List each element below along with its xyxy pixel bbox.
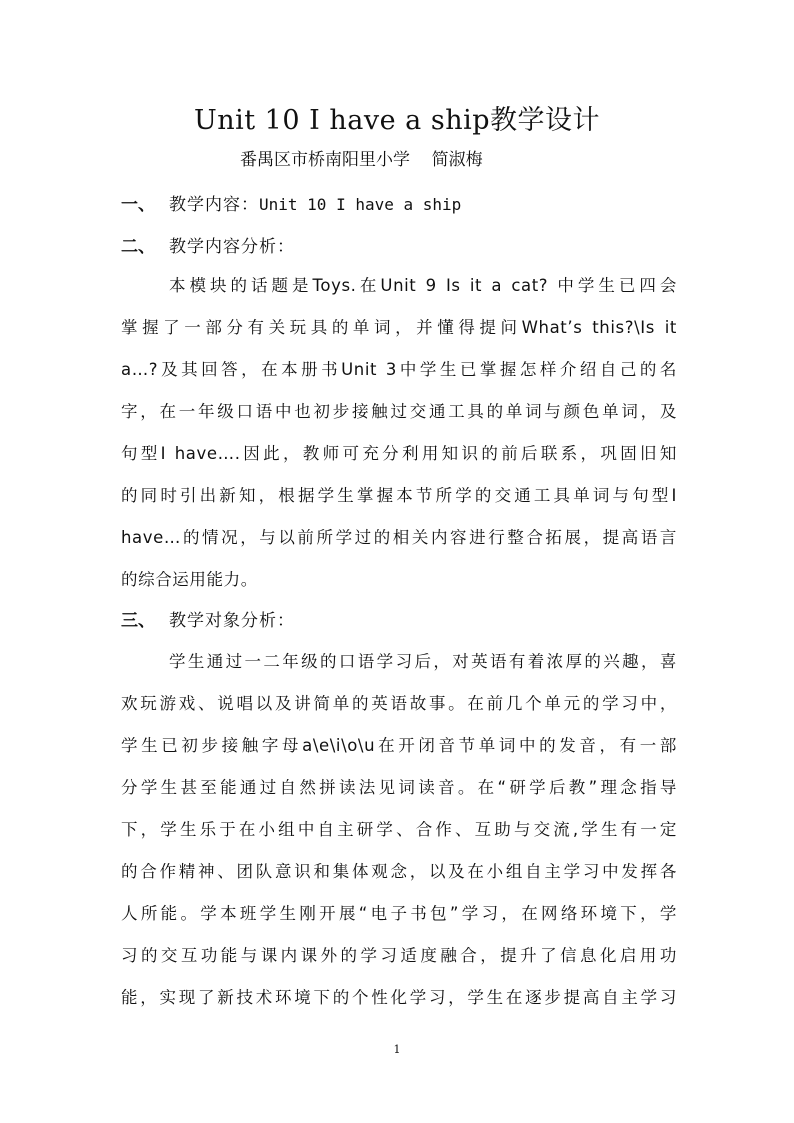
section-heading-learner-analysis bbox=[121, 606, 295, 631]
section-label: 教学内容分析： bbox=[169, 237, 295, 257]
paragraph-line: 下，学生乐于在小组中自主研学、合作、互助与交流,学生有一定 bbox=[121, 820, 677, 839]
section-number: 一、 bbox=[121, 195, 155, 215]
paragraph-line: a…?及其回答，在本册书Unit 3中学生已掌握怎样介绍自己的名 bbox=[121, 360, 677, 379]
section-number: 二、 bbox=[121, 237, 155, 257]
section-detail: Unit 10 I have a ship bbox=[259, 195, 462, 214]
section-number: 三、 bbox=[121, 611, 155, 631]
paragraph-line: 句型I have….因此，教师可充分利用知识的前后联系，巩固旧知 bbox=[121, 444, 677, 463]
section-heading-teaching-content bbox=[121, 190, 461, 215]
paragraph-line: 能，实现了新技术环境下的个性化学习，学生在逐步提高自主学习 bbox=[121, 988, 677, 1007]
paragraph-line: 习的交互功能与课内课外的学习适度融合，提升了信息化启用功 bbox=[121, 946, 677, 965]
paragraph-line: have…的情况，与以前所学过的相关内容进行整合拓展，提高语言 bbox=[121, 528, 677, 547]
paragraph-line: 本模块的话题是Toys.在Unit 9 Is it a cat? 中学生已四会 bbox=[169, 276, 677, 295]
section-label: 教学对象分析： bbox=[169, 611, 295, 631]
section-heading-content-analysis bbox=[121, 232, 295, 257]
paragraph-line: 欢玩游戏、说唱以及讲简单的英语故事。在前几个单元的学习中， bbox=[121, 694, 677, 713]
paragraph-line: 的综合运用能力。 bbox=[121, 570, 258, 589]
page-number: 1 bbox=[393, 1043, 401, 1056]
paragraph-line: 的合作精神、团队意识和集体观念，以及在小组自主学习中发挥各 bbox=[121, 862, 677, 881]
document-title: Unit 10 I have a ship教学设计 bbox=[193, 105, 601, 136]
paragraph-line: 的同时引出新知，根据学生掌握本节所学的交通工具单词与句型I bbox=[121, 486, 677, 505]
paragraph-line: 掌握了一部分有关玩具的单词，并懂得提问What’s this?\Is it bbox=[121, 318, 677, 337]
paragraph-line: 字，在一年级口语中也初步接触过交通工具的单词与颜色单词，及 bbox=[121, 402, 677, 421]
paragraph-line: 人所能。学本班学生刚开展“电子书包”学习，在网络环境下，学 bbox=[121, 904, 677, 923]
paragraph-line: 分学生甚至能通过自然拼读法见词读音。在“研学后教”理念指导 bbox=[121, 778, 677, 797]
paragraph-line: 学生通过一二年级的口语学习后，对英语有着浓厚的兴趣，喜 bbox=[169, 652, 677, 671]
paragraph-line: 学生已初步接触字母a\e\i\o\u在开闭音节单词中的发音，有一部 bbox=[121, 736, 677, 755]
author-line: 番禺区市桥南阳里小学 简淑梅 bbox=[240, 150, 483, 170]
section-label: 教学内容： bbox=[169, 195, 259, 215]
